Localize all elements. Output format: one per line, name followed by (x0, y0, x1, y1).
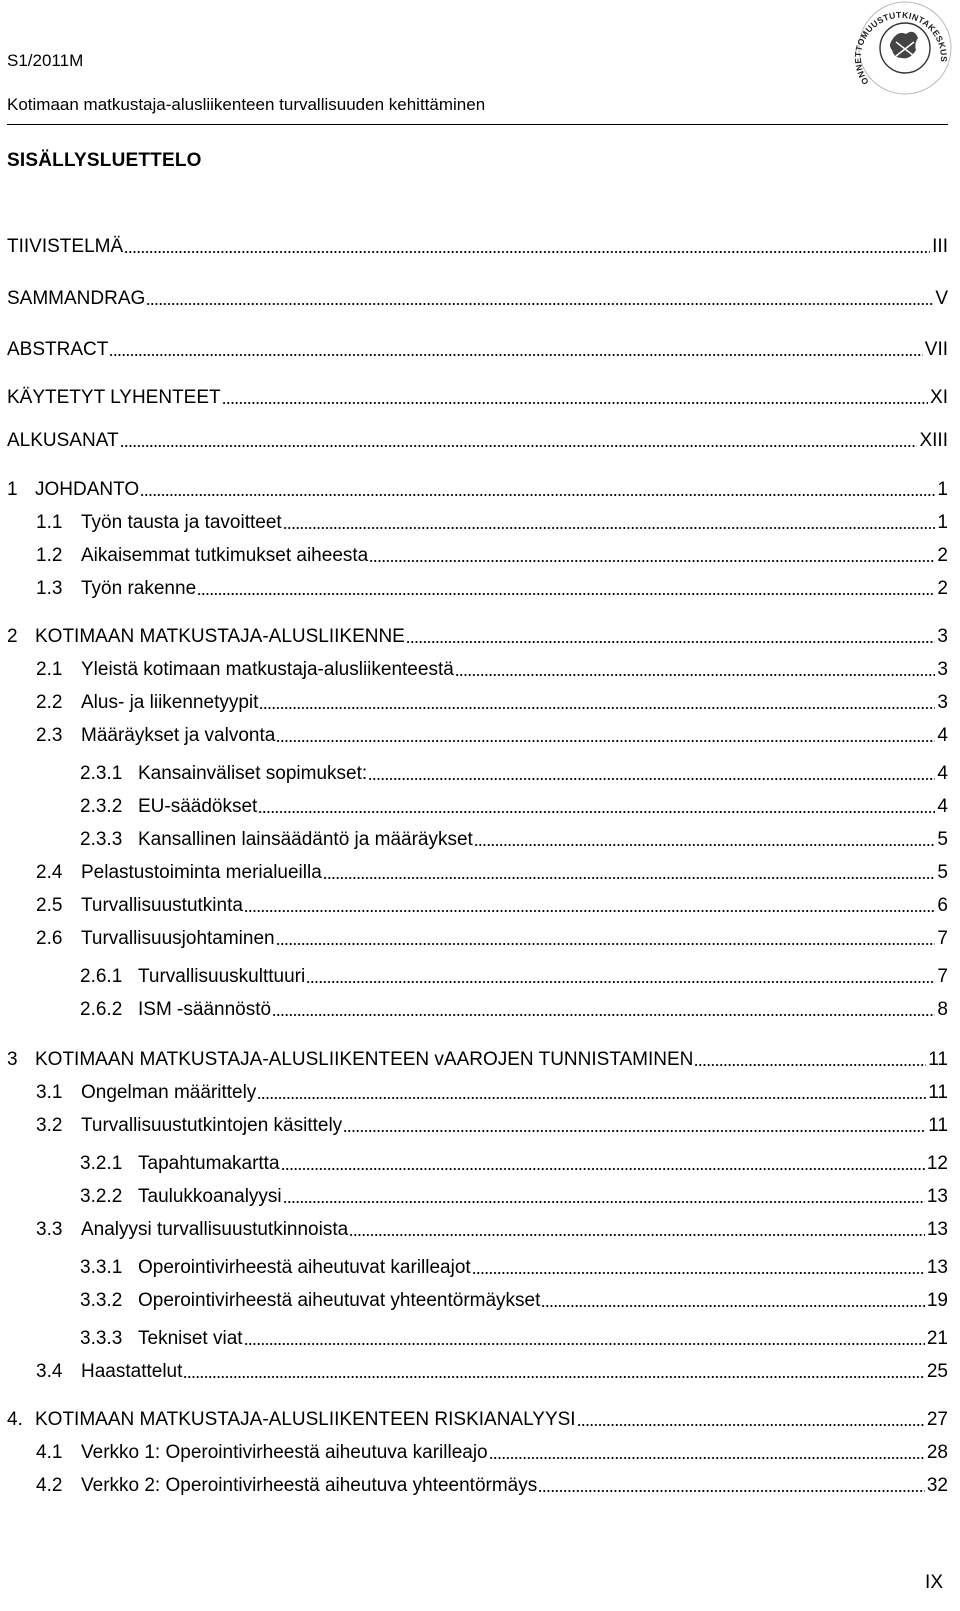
toc-page-number: 5 (937, 862, 948, 883)
toc-number: 1 (7, 479, 18, 500)
toc-label: Työn rakenne (81, 578, 197, 599)
agency-seal-logo (847, 0, 957, 110)
toc-entry[interactable] (80, 1149, 948, 1175)
dot-leader (306, 980, 935, 984)
dot-leader (406, 640, 936, 644)
toc-entry[interactable] (36, 924, 948, 950)
toc-label: Ongelman määrittely (81, 1082, 257, 1103)
toc-page-number: 12 (926, 1153, 948, 1174)
toc-number: 4.2 (36, 1475, 63, 1496)
toc-label: Alus- ja liikennetyypit (81, 692, 259, 713)
toc-entry[interactable] (80, 962, 948, 988)
toc-page-number: VII (924, 339, 948, 360)
toc-entry[interactable] (80, 995, 948, 1021)
toc-number: 2.3.2 (80, 796, 123, 817)
svg-text:ONNETTOMUUSTUTKINTAKESKUS: ONNETTOMUUSTUTKINTAKESKUS (852, 9, 949, 87)
toc-entry[interactable] (36, 508, 948, 534)
toc-number: 2.6.1 (80, 966, 123, 987)
toc-page-number: 5 (937, 829, 948, 850)
toc-number: 2.2 (36, 692, 63, 713)
toc-page-number: 13 (926, 1186, 948, 1207)
toc-number: 2.6 (36, 928, 63, 949)
dot-leader (368, 777, 935, 781)
toc-label: Yleistä kotimaan matkustaja-alusliikenteestä (81, 659, 454, 680)
toc-label: Turvallisuuskulttuuri (138, 966, 306, 987)
toc-entry[interactable] (80, 1286, 948, 1312)
toc-entry[interactable] (80, 759, 948, 785)
dot-leader (244, 1342, 925, 1346)
toc-label: Aikaisemmat tutkimukset aiheesta (81, 545, 369, 566)
toc-entry[interactable] (36, 1438, 948, 1464)
toc-entry[interactable] (80, 792, 948, 818)
toc-label: Operointivirheestä aiheutuvat yhteentörmäykset (138, 1290, 541, 1311)
toc-label: Turvallisuusjohtaminen (81, 928, 275, 949)
toc-entry[interactable] (36, 541, 948, 567)
toc-label: Tapahtumakartta (138, 1153, 280, 1174)
toc-page-number: 13 (926, 1219, 948, 1240)
toc-label: ISM -säännöstö (138, 999, 272, 1020)
dot-leader (222, 401, 928, 405)
dot-leader (257, 1096, 926, 1100)
dot-leader (109, 353, 922, 357)
toc-label: SAMMANDRAG (7, 288, 146, 309)
toc-page-number: 6 (937, 895, 948, 916)
toc-entry[interactable] (7, 426, 948, 452)
toc-label: KOTIMAAN MATKUSTAJA-ALUSLIIKENNE (35, 626, 405, 647)
toc-entry[interactable] (36, 574, 948, 600)
toc-entry[interactable] (36, 688, 948, 714)
dot-leader (146, 302, 933, 306)
toc-number: 1.1 (36, 512, 63, 533)
toc-number: 3.3.1 (80, 1257, 123, 1278)
toc-entry[interactable] (36, 655, 948, 681)
toc-number: 2.3 (36, 725, 63, 746)
toc-entry[interactable] (7, 335, 948, 361)
toc-page-number: 7 (937, 966, 948, 987)
report-code: S1/2011M (7, 51, 84, 70)
toc-entry[interactable] (7, 1405, 948, 1431)
toc-page-number: XI (930, 387, 948, 408)
toc-page-number: 25 (926, 1361, 948, 1382)
toc-page-number: 4 (937, 796, 948, 817)
toc-entry[interactable] (80, 1253, 948, 1279)
toc-entry[interactable] (36, 1111, 948, 1137)
toc-page-number: 2 (937, 545, 948, 566)
report-title: Kotimaan matkustaja-alusliikenteen turvallisuuden kehittäminen (7, 95, 486, 114)
toc-number: 3.3 (36, 1219, 63, 1240)
dot-leader (244, 909, 936, 913)
dot-leader (323, 876, 936, 880)
toc-page-number: 11 (928, 1115, 948, 1136)
toc-label: JOHDANTO (35, 479, 140, 500)
toc-number: 2.3.1 (80, 763, 123, 784)
toc-page-number: 1 (937, 512, 948, 533)
dot-leader (197, 592, 935, 596)
toc-number: 4. (7, 1409, 23, 1430)
toc-number: 3.2 (36, 1115, 63, 1136)
toc-label: Operointivirheestä aiheutuvat karilleajot (138, 1257, 471, 1278)
toc-page-number: 7 (937, 928, 948, 949)
toc-entry[interactable] (36, 1215, 948, 1241)
toc-number: 3.4 (36, 1361, 63, 1382)
toc-number: 3.2.1 (80, 1153, 123, 1174)
dot-leader (124, 250, 930, 254)
toc-entry[interactable] (36, 1471, 948, 1497)
toc-page-number: 1 (937, 479, 948, 500)
dot-leader (538, 1489, 925, 1493)
dot-leader (577, 1423, 925, 1427)
toc-page-number: 4 (937, 725, 948, 746)
toc-label: ALKUSANAT (7, 430, 119, 451)
toc-label: Verkko 2: Operointivirheestä aiheutuva yhteentörmäys (81, 1475, 538, 1496)
toc-number: 2.5 (36, 895, 63, 916)
toc-number: 1.3 (36, 578, 63, 599)
toc-entry[interactable] (7, 383, 948, 409)
toc-entry[interactable] (36, 858, 948, 884)
toc-label: Turvallisuustutkinta (81, 895, 243, 916)
toc-page-number: 32 (926, 1475, 948, 1496)
toc-number: 3.2.2 (80, 1186, 123, 1207)
toc-number: 3.3.3 (80, 1328, 123, 1349)
toc-number: 2.3.3 (80, 829, 123, 850)
dot-leader (369, 559, 935, 563)
toc-label: Pelastustoiminta merialueilla (81, 862, 322, 883)
dot-leader (541, 1304, 924, 1308)
toc-label: Turvallisuustutkintojen käsittely (81, 1115, 343, 1136)
toc-page-number: 4 (937, 763, 948, 784)
toc-label: Verkko 1: Operointivirheestä aiheutuva karilleajo (81, 1442, 488, 1463)
dot-leader (283, 526, 936, 530)
dot-leader (455, 673, 936, 677)
dot-leader (259, 706, 935, 710)
toc-entry[interactable] (7, 284, 948, 310)
dot-leader (276, 739, 935, 743)
toc-number: 3.1 (36, 1082, 63, 1103)
toc-label: Kansainväliset sopimukset: (138, 763, 368, 784)
toc-number: 3 (7, 1049, 18, 1070)
toc-label: Työn tausta ja tavoitteet (81, 512, 282, 533)
dot-leader (472, 1271, 925, 1275)
toc-entry[interactable] (80, 1182, 948, 1208)
toc-label: EU-säädökset (138, 796, 258, 817)
toc-entry[interactable] (36, 1078, 948, 1104)
toc-entry[interactable] (36, 721, 948, 747)
toc-label: KÄYTETYT LYHENTEET (7, 387, 221, 408)
toc-page-number: 28 (926, 1442, 948, 1463)
dot-leader (183, 1375, 924, 1379)
header-divider (7, 124, 948, 125)
toc-page-number: 3 (937, 659, 948, 680)
toc-page-number: 27 (926, 1409, 948, 1430)
toc-label: Haastattelut (81, 1361, 183, 1382)
toc-page-number: 19 (926, 1290, 948, 1311)
dot-leader (272, 1013, 935, 1017)
toc-label: TIIVISTELMÄ (7, 236, 124, 257)
toc-entry[interactable] (80, 1324, 948, 1350)
page-heading: SISÄLLYSLUETTELO (7, 150, 202, 171)
toc-label: Analyysi turvallisuustutkinnoista (81, 1219, 349, 1240)
toc-page-number: 8 (937, 999, 948, 1020)
toc-page-number: 3 (937, 692, 948, 713)
toc-number: 2.6.2 (80, 999, 123, 1020)
page-number: IX (925, 1572, 943, 1593)
toc-page-number: 11 (928, 1082, 948, 1103)
dot-leader (281, 1167, 925, 1171)
toc-number: 1.2 (36, 545, 63, 566)
toc-number: 2 (7, 626, 18, 647)
toc-page-number: 3 (937, 626, 948, 647)
toc-number: 2.4 (36, 862, 63, 883)
dot-leader (343, 1129, 926, 1133)
toc-entry[interactable] (7, 1045, 948, 1071)
dot-leader (489, 1456, 925, 1460)
toc-page-number: 21 (926, 1328, 948, 1349)
toc-entry[interactable] (80, 825, 948, 851)
dot-leader (283, 1200, 925, 1204)
dot-leader (140, 493, 935, 497)
toc-label: Kansallinen lainsäädäntö ja määräykset (138, 829, 473, 850)
toc-page-number: XIII (919, 430, 948, 451)
toc-entry[interactable] (36, 891, 948, 917)
dot-leader (694, 1063, 926, 1067)
toc-number: 3.3.2 (80, 1290, 123, 1311)
toc-label: KOTIMAAN MATKUSTAJA-ALUSLIIKENTEEN RISKIANALYYSI (35, 1409, 576, 1430)
dot-leader (349, 1233, 925, 1237)
toc-page-number: 2 (937, 578, 948, 599)
dot-leader (474, 843, 936, 847)
toc-number: 2.1 (36, 659, 63, 680)
toc-entry[interactable] (7, 232, 948, 258)
toc-page-number: 13 (926, 1257, 948, 1278)
toc-entry[interactable] (7, 622, 948, 648)
toc-label: Määräykset ja valvonta (81, 725, 276, 746)
dot-leader (276, 942, 936, 946)
toc-entry[interactable] (7, 475, 948, 501)
toc-page-number: V (935, 288, 948, 309)
toc-number: 4.1 (36, 1442, 63, 1463)
dot-leader (258, 810, 935, 814)
toc-label: Taulukkoanalyysi (138, 1186, 282, 1207)
toc-page-number: III (932, 236, 948, 257)
toc-page-number: 11 (928, 1049, 948, 1070)
dot-leader (120, 444, 918, 448)
toc-label: KOTIMAAN MATKUSTAJA-ALUSLIIKENTEEN vAAROJEN TUNNISTAMINEN (35, 1049, 694, 1070)
toc-label: ABSTRACT (7, 339, 109, 360)
toc-entry[interactable] (36, 1357, 948, 1383)
toc-label: Tekniset viat (138, 1328, 243, 1349)
